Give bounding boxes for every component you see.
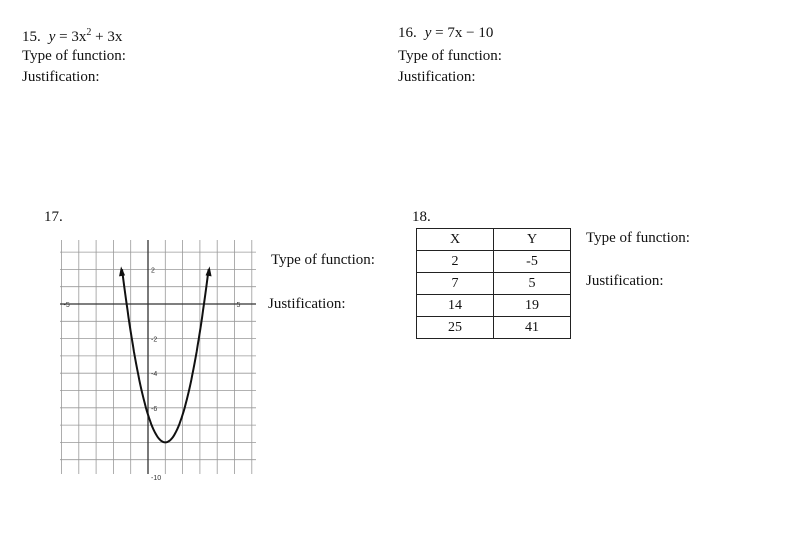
table-cell: 7: [417, 273, 494, 295]
problem-17-justification-label: Justification:: [268, 296, 346, 312]
problem-18-number: 18.: [412, 209, 431, 225]
table-cell: 5: [494, 273, 571, 295]
tick-label-y-neg4: -4: [151, 371, 158, 379]
problem-18-type-label: Type of function:: [586, 230, 690, 246]
tick-label-y-neg2: -2: [151, 336, 158, 344]
eq15-term1: 3x: [71, 29, 87, 45]
tick-label-y-neg6: -6: [151, 405, 158, 413]
table-cell: 19: [494, 295, 571, 317]
eq16-rhs: 7x − 10: [447, 25, 494, 41]
tick-label-x-neg5: -5: [63, 302, 70, 309]
problem-16-number: 16.: [398, 25, 417, 41]
problem-17-number: 17.: [44, 209, 63, 225]
table-row: [417, 251, 571, 273]
table-header-x: X: [417, 229, 494, 251]
problem-18-justification-label: Justification:: [586, 273, 664, 289]
right-arrow-head: [206, 266, 212, 276]
table-header-y: Y: [494, 229, 571, 251]
tick-label-y-neg10: -10: [151, 475, 162, 482]
table-row: [417, 273, 571, 295]
table-cell: 14: [417, 295, 494, 317]
table-cell: -5: [494, 251, 571, 273]
table-cell: 41: [494, 317, 571, 339]
problem-15-justification-label: Justification:: [22, 69, 100, 85]
problem-15-type-label: Type of function:: [22, 48, 126, 64]
tick-label-x-5: 5: [236, 302, 241, 309]
eq15-term2: + 3x: [91, 29, 123, 45]
problem-15-number: 15.: [22, 29, 41, 45]
left-arrow-head: [119, 266, 125, 276]
problem-15-equation: 15. $y = 3x^2 + 3x$: [22, 27, 123, 45]
xy-table: [416, 228, 571, 339]
table-row: [417, 317, 571, 339]
eq16-lhs: y: [424, 25, 432, 41]
table-cell: 2: [417, 251, 494, 273]
table-cell: 25: [417, 317, 494, 339]
table-header-row: [417, 229, 571, 251]
eq15-exponent: 2: [86, 27, 92, 38]
problem-16-justification-label: Justification:: [398, 69, 476, 85]
problem-16-type-label: Type of function:: [398, 48, 502, 64]
problem-16-equation: 16. y = 7x − 10: [398, 25, 494, 41]
tick-label-y-2: 2: [151, 267, 155, 275]
table-row: [417, 295, 571, 317]
problem-17-type-label: Type of function:: [271, 252, 375, 268]
eq15-lhs: y: [48, 29, 56, 45]
tick-labels: [64, 267, 241, 482]
parabola-graph: [56, 236, 261, 482]
